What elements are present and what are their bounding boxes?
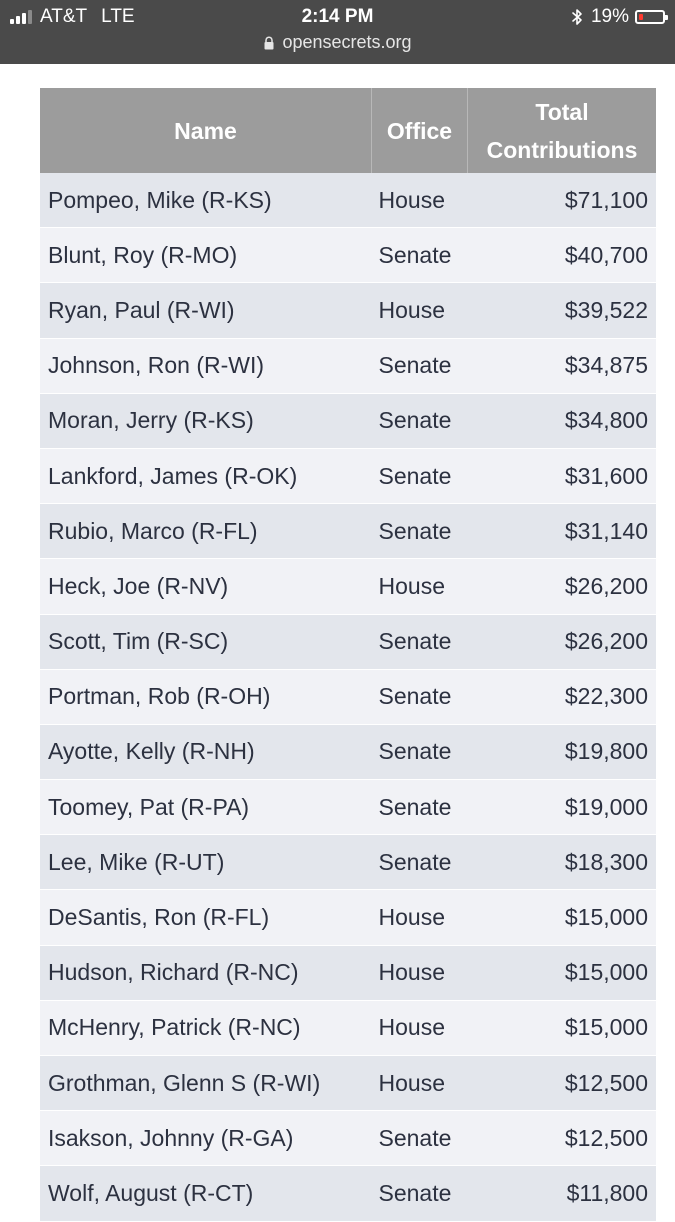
cell-name[interactable]: Portman, Rob (R-OH) [40,669,372,724]
table-row [40,283,656,338]
cell-office: Senate [372,614,468,669]
table-row [40,1000,656,1055]
cell-total-contributions: $11,800 [468,1166,657,1221]
cell-office: Senate [372,835,468,890]
table-header-row [40,88,656,173]
table-row [40,504,656,559]
cell-name[interactable]: Toomey, Pat (R-PA) [40,780,372,835]
battery-level-fill [639,14,643,20]
cell-total-contributions: $26,200 [468,614,657,669]
cell-total-contributions: $15,000 [468,890,657,945]
network-type-label: LTE [101,6,135,27]
column-header-total-line2: Contributions [486,136,638,163]
cell-office: Senate [372,228,468,283]
carrier-label: AT&T [40,6,88,27]
table-row [40,393,656,448]
cell-name[interactable]: Moran, Jerry (R-KS) [40,393,372,448]
contributions-table-container [40,88,654,1222]
cell-total-contributions: $39,522 [468,283,657,338]
cell-name[interactable]: Ryan, Paul (R-WI) [40,283,372,338]
address-bar[interactable] [0,32,675,53]
cell-name[interactable]: DeSantis, Ron (R-FL) [40,890,372,945]
cell-office: House [372,1056,468,1111]
cell-name[interactable]: Hudson, Richard (R-NC) [40,945,372,1000]
cell-office: Senate [372,780,468,835]
battery-icon [635,10,665,24]
cell-total-contributions: $26,200 [468,559,657,614]
cell-name[interactable]: Isakson, Johnny (R-GA) [40,1111,372,1166]
cell-total-contributions: $40,700 [468,228,657,283]
url-text: opensecrets.org [282,32,412,52]
table-row [40,1056,656,1111]
table-row [40,228,656,283]
cell-total-contributions: $71,100 [468,173,657,228]
cell-office: Senate [372,1111,468,1166]
cell-total-contributions: $12,500 [468,1111,657,1166]
cell-office: House [372,890,468,945]
cell-name[interactable]: Rubio, Marco (R-FL) [40,504,372,559]
cell-name[interactable]: Heck, Joe (R-NV) [40,559,372,614]
table-row [40,835,656,890]
cell-total-contributions: $19,000 [468,780,657,835]
cell-total-contributions: $31,140 [468,504,657,559]
cell-total-contributions: $22,300 [468,669,657,724]
contributions-table [40,88,656,1222]
cell-office: House [372,1000,468,1055]
table-row [40,1111,656,1166]
cell-total-contributions: $19,800 [468,724,657,779]
cell-name[interactable]: Lee, Mike (R-UT) [40,835,372,890]
column-header-office[interactable]: Office [372,88,468,173]
table-row [40,173,656,228]
cell-name[interactable]: Blunt, Roy (R-MO) [40,228,372,283]
table-row [40,890,656,945]
table-row [40,780,656,835]
cell-office: Senate [372,1166,468,1221]
table-row [40,338,656,393]
cell-office: House [372,283,468,338]
column-header-total-line1: Total [535,98,589,125]
cell-total-contributions: $34,800 [468,393,657,448]
cell-name[interactable]: Scott, Tim (R-SC) [40,614,372,669]
cell-total-contributions: $18,300 [468,835,657,890]
cell-total-contributions: $31,600 [468,448,657,503]
cell-total-contributions: $15,000 [468,1000,657,1055]
column-header-total-contributions[interactable] [468,88,657,173]
cell-office: Senate [372,669,468,724]
cell-name[interactable]: McHenry, Patrick (R-NC) [40,1000,372,1055]
status-bar-right [571,6,665,28]
cell-total-contributions: $15,000 [468,945,657,1000]
cell-office: Senate [372,393,468,448]
table-row [40,724,656,779]
cell-name[interactable]: Johnson, Ron (R-WI) [40,338,372,393]
cell-name[interactable]: Grothman, Glenn S (R-WI) [40,1056,372,1111]
status-bar [0,0,675,64]
table-row [40,669,656,724]
cell-office: House [372,559,468,614]
cell-name[interactable]: Ayotte, Kelly (R-NH) [40,724,372,779]
column-header-name[interactable]: Name [40,88,372,173]
battery-percent: 19% [590,6,629,27]
cell-office: House [372,945,468,1000]
cell-office: House [372,173,468,228]
cell-office: Senate [372,338,468,393]
lock-icon [263,36,275,50]
table-row [40,559,656,614]
bluetooth-icon [571,8,583,26]
cell-name[interactable]: Wolf, August (R-CT) [40,1166,372,1221]
cell-total-contributions: $12,500 [468,1056,657,1111]
cell-office: Senate [372,724,468,779]
cell-name[interactable]: Lankford, James (R-OK) [40,448,372,503]
table-row [40,448,656,503]
cell-office: Senate [372,448,468,503]
cell-total-contributions: $34,875 [468,338,657,393]
cell-office: Senate [372,504,468,559]
cell-name[interactable]: Pompeo, Mike (R-KS) [40,173,372,228]
table-row [40,614,656,669]
table-body [40,173,656,1221]
table-row [40,945,656,1000]
status-bar-time: 2:14 PM [301,6,374,27]
table-row [40,1166,656,1221]
